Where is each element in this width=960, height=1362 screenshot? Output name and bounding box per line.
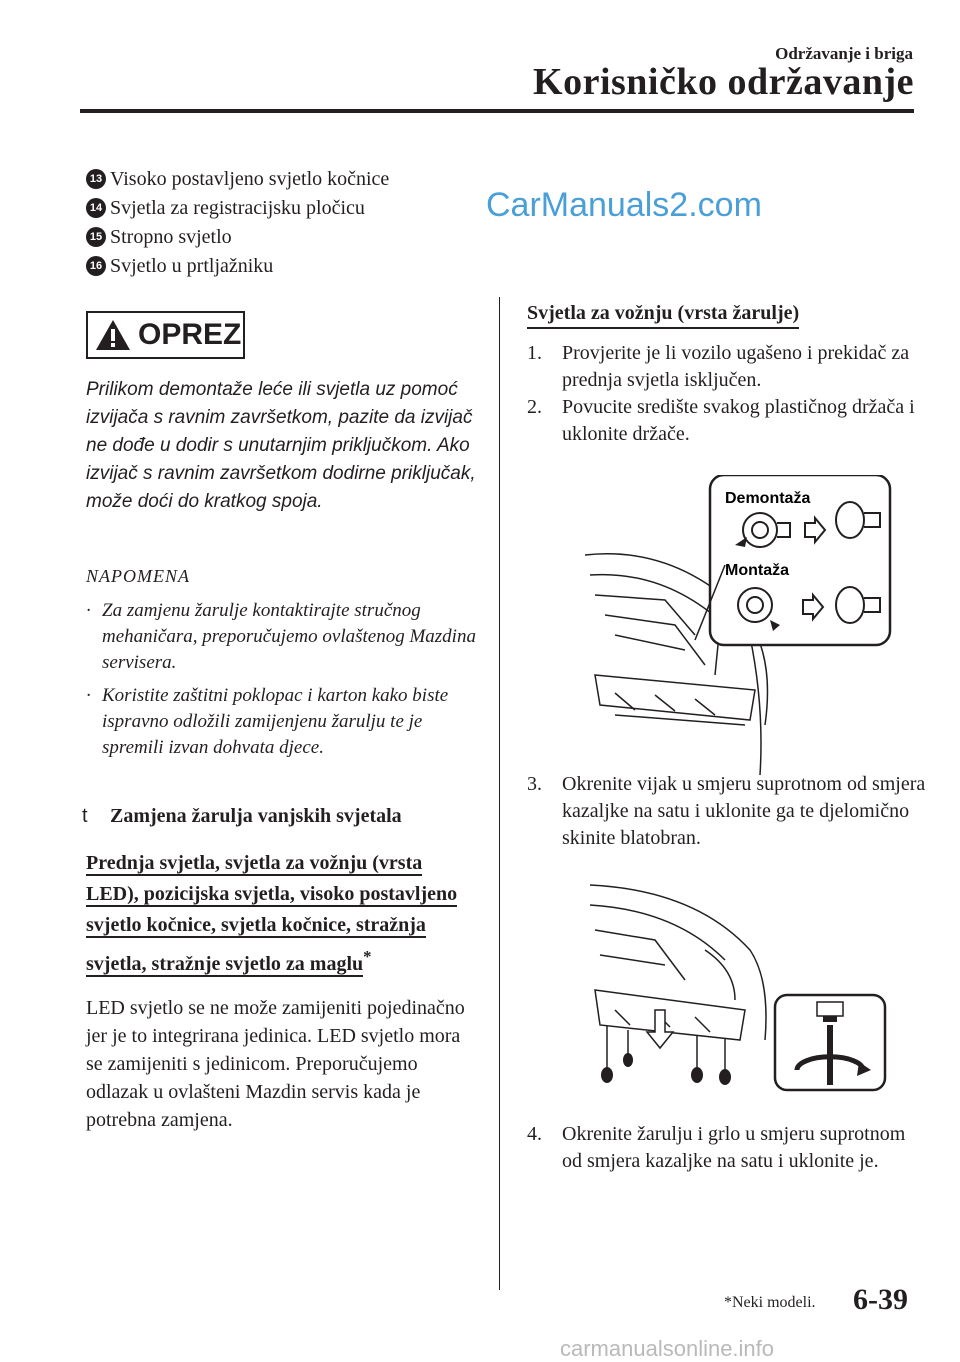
- note-label: NAPOMENA: [86, 566, 190, 586]
- step-text: Okrenite vijak u smjeru suprotnom od smjera kazaljke na satu i uklonite ga te djelomično skinite blatobran.: [562, 773, 926, 849]
- column-divider: [499, 297, 500, 1290]
- step-text: Povucite središte svakog plastičnog držača i uklonite držače.: [562, 396, 915, 445]
- figure-screw-removal: [585, 870, 905, 1105]
- watermark: CarManuals2.com: [486, 186, 762, 224]
- label-removal: Demontaža: [725, 490, 811, 507]
- caution-label: OPREZ: [138, 318, 242, 351]
- number-badge: 13: [86, 169, 106, 189]
- section-heading: [82, 805, 402, 828]
- step-text: Okrenite žarulju i grlo u smjeru suprotnom od smjera kazaljke na satu i uklonite je.: [562, 1123, 906, 1172]
- step: [527, 1121, 927, 1175]
- list-item-text: Svjetlo u prtljažniku: [110, 255, 274, 277]
- list-item-text: Stropno svjetlo: [110, 226, 232, 248]
- step: [527, 394, 927, 448]
- section-marker: t: [82, 805, 88, 827]
- subheading-bulb: [527, 302, 799, 325]
- note-bullet-text: Koristite zaštitni poklopac i karton kako biste ispravno odložili zamijenjenu žarulju te je spremili izvan dohvata djece.: [102, 685, 449, 758]
- body-paragraph: LED svjetlo se ne može zamijeniti pojedinačno jer je to integrirana jedinica. LED svjetlo mora se zamijeniti s jedinicom. Preporučujemo odlazak u ovlašteni Mazdin servis kada je potrebna zamjena.: [86, 997, 465, 1131]
- number-badge: 16: [86, 256, 106, 276]
- step: [527, 771, 927, 852]
- subheading-bulb-text: Svjetla za vožnju (vrsta žarulje): [527, 302, 799, 329]
- step-number: 2.: [527, 396, 542, 418]
- label-install: Montaža: [725, 562, 789, 579]
- page-title: Korisničko održavanje: [533, 61, 914, 103]
- step-number: 3.: [527, 773, 542, 795]
- note-bullet-text: Za zamjenu žarulje kontaktirajte stručnog mehaničara, preporučujemo ovlaštenog Mazdina servisera.: [102, 600, 476, 673]
- step-number: 1.: [527, 342, 542, 364]
- number-badge: 14: [86, 198, 106, 218]
- header-section: Održavanje i briga: [775, 44, 913, 63]
- footnote-marker: *: [363, 947, 372, 966]
- caution-box: [86, 311, 245, 359]
- list-item: [86, 224, 232, 250]
- page-number: 6-39: [853, 1283, 908, 1316]
- number-badge: 15: [86, 227, 106, 247]
- list-item-text: Svjetla za registracijsku pločicu: [110, 197, 365, 219]
- list-item: [86, 195, 365, 221]
- note-bullet: · Koristite zaštitni poklopac i karton kako biste ispravno odložili zamijenjenu žarulju te je spremili izvan dohvata djece.: [86, 683, 476, 761]
- step: [527, 340, 927, 394]
- figure-clip-removal: [575, 475, 905, 785]
- note-bullet: · Za zamjenu žarulje kontaktirajte stručnog mehaničara, preporučujemo ovlaštenog Mazdina servisera.: [86, 598, 476, 676]
- section-title: Zamjena žarulja vanjskih svjetala: [110, 805, 402, 827]
- step-text: Provjerite je li vozilo ugašeno i prekidač za prednja svjetla isključen.: [562, 342, 910, 391]
- subheading-text: Prednja svjetla, svjetla za vožnju (vrsta LED), pozicijska svjetla, visoko postavljeno svjetlo kočnice, svjetla kočnice, stražnja svjetla, stražnje svjetlo za maglu: [86, 852, 458, 975]
- subheading-led: [86, 848, 471, 980]
- list-item-text: Visoko postavljeno svjetlo kočnice: [110, 168, 390, 190]
- list-item: [86, 253, 273, 279]
- list-item: [86, 166, 389, 192]
- caution-text: Prilikom demontaže leće ili svjetla uz pomoć izvijača s ravnim završetkom, pazite da izvijač ne dođe u dodir s unutarnjim priključkom. Ako izvijač s ravnim završetkom dodirne priključak, može doći do kratkog spoja.: [86, 379, 476, 512]
- warning-icon: [94, 318, 132, 352]
- header-rule: [80, 109, 914, 113]
- footnote: *Neki modeli.: [724, 1294, 816, 1311]
- step-number: 4.: [527, 1123, 542, 1145]
- footer-watermark: carmanualsonline.info: [560, 1336, 775, 1361]
